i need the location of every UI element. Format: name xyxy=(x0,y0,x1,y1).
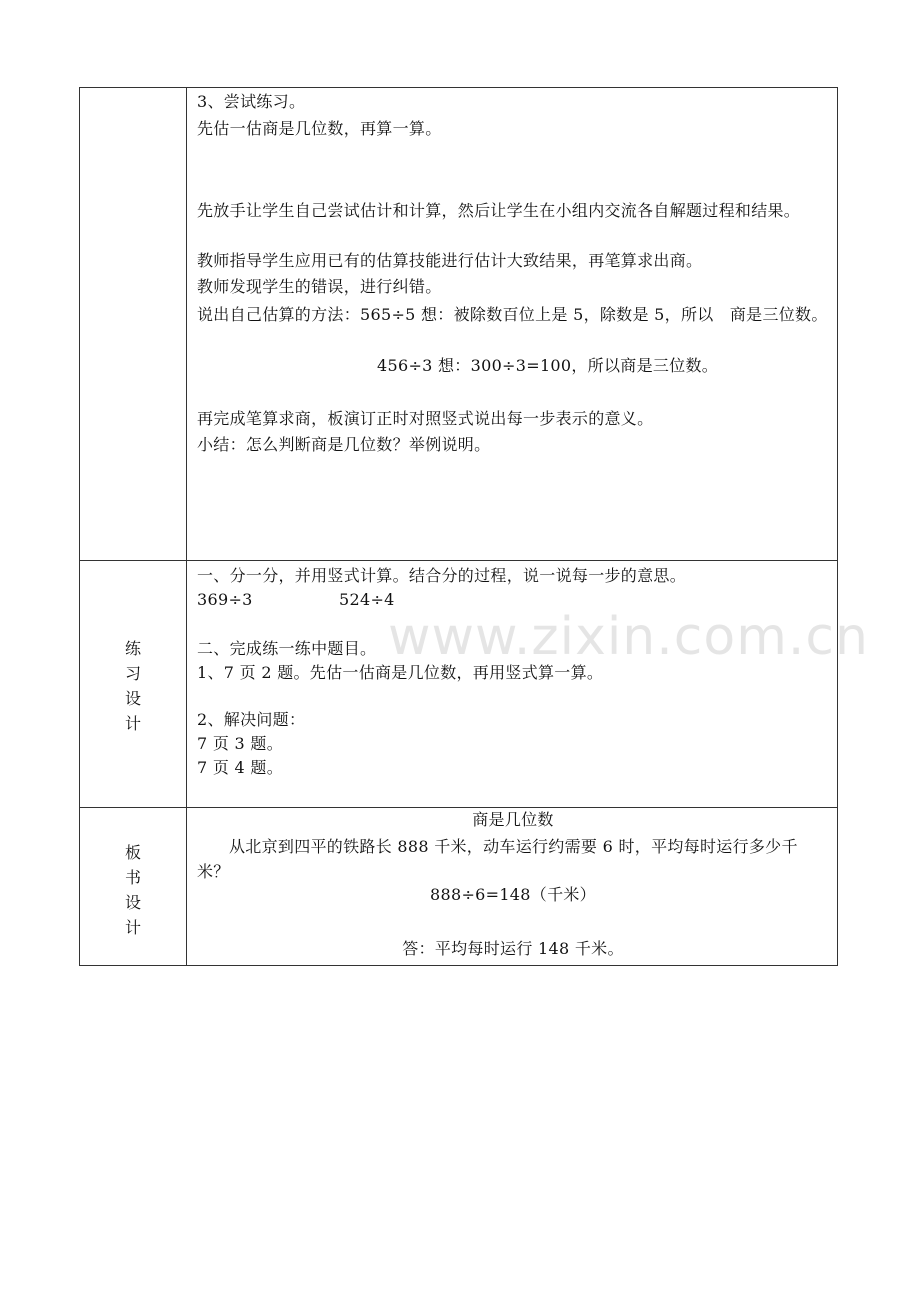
lesson-paragraph-written: 再完成笔算求商，板演订正时对照竖式说出每一步表示的意义。 xyxy=(197,409,654,428)
practice-part-one: 一、分一分，并用竖式计算。结合分的过程，说一说每一步的意思。 xyxy=(197,566,687,585)
lesson-paragraph-correction: 教师发现学生的错误，进行纠错。 xyxy=(197,277,442,296)
watermark: www.zixin.com.cn xyxy=(388,607,869,667)
board-equation: 888÷6=148（千米） xyxy=(430,885,596,904)
board-problem: 从北京到四平的铁路长 888 千米，动车运行约需要 6 时，平均每时运行多少千米？ xyxy=(197,837,798,881)
practice-item-2: 2、解决问题： xyxy=(197,710,306,729)
lesson-instruction: 先估一估商是几位数，再算一算。 xyxy=(197,119,442,138)
lesson-paragraph-trial: 先放手让学生自己尝试估计和计算，然后让学生在小组内交流各自解题过程和结果。 xyxy=(197,201,801,220)
board-cell xyxy=(187,808,837,966)
lesson-table xyxy=(79,87,838,966)
practice-part-two: 二、完成练一练中题目。 xyxy=(197,639,377,658)
lesson-step-heading: 3、尝试练习。 xyxy=(197,92,306,111)
lesson-example-456: 456÷3 想：300÷3=100，所以商是三位数。 xyxy=(377,356,719,375)
lesson-process-cell xyxy=(187,88,837,560)
practice-cell xyxy=(187,561,837,807)
lesson-summary: 小结：怎么判断商是几位数？举例说明。 xyxy=(197,435,491,454)
board-title: 商是几位数 xyxy=(472,810,554,829)
lesson-paragraph-guidance: 教师指导学生应用已有的估算技能进行估计大致结果，再笔算求出商。 xyxy=(197,251,703,270)
board-answer: 答：平均每时运行 148 千米。 xyxy=(402,939,624,958)
practice-expression-524: 524÷4 xyxy=(339,590,395,609)
practice-item-2-a: 7 页 3 题。 xyxy=(197,734,284,753)
practice-item-1: 1、7 页 2 题。先估一估商是几位数，再用竖式算一算。 xyxy=(197,663,604,682)
board-label: 板 书 设 计 xyxy=(124,843,141,937)
lesson-paragraph-method: 说出自己估算的方法：565÷5 想：被除数百位上是 5，除数是 5，所以 商是三位数。 xyxy=(197,305,828,324)
practice-expression-369: 369÷3 xyxy=(197,590,253,609)
practice-label: 练 习 设 计 xyxy=(124,639,141,733)
practice-item-2-b: 7 页 4 题。 xyxy=(197,758,284,777)
